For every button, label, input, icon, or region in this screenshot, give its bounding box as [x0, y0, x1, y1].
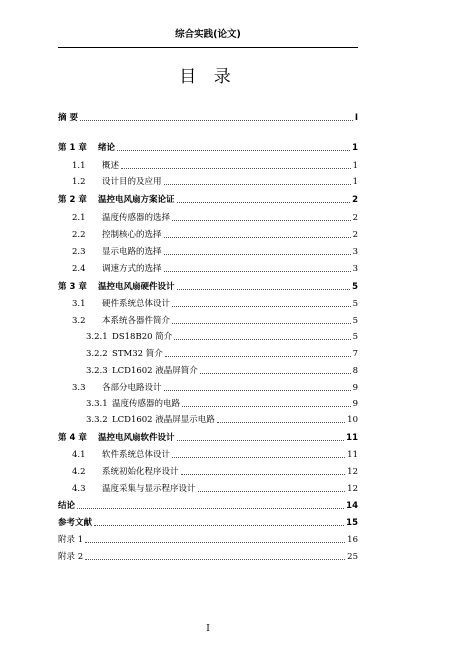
toc-entry[interactable]	[58, 364, 358, 377]
toc-entry-number: 3.2.1	[86, 332, 108, 342]
toc-entry-number: 4.3	[72, 484, 86, 494]
toc-entry[interactable]	[58, 262, 358, 275]
toc-leader-dots	[164, 390, 351, 391]
toc-entry-page: 9	[352, 383, 358, 393]
toc-entry[interactable]	[58, 297, 358, 310]
toc-entry[interactable]	[58, 516, 358, 529]
toc-leader-dots	[172, 323, 351, 324]
toc-entry-page: 5	[352, 332, 358, 342]
toc-entry-label: 调速方式的选择	[102, 264, 162, 274]
toc-entry-label: 本系统各器件简介	[102, 316, 171, 326]
toc-entry-page: 11	[347, 450, 358, 460]
toc-entry[interactable]	[58, 413, 358, 426]
toc-entry[interactable]	[58, 175, 358, 188]
toc-entry[interactable]	[58, 280, 358, 293]
toc-entry[interactable]	[58, 330, 358, 343]
toc-entry-page: 2	[352, 213, 358, 223]
toc-entry-number: 3.2.2	[86, 349, 108, 359]
toc-entry-label: 温度采集与显示程序设计	[102, 484, 196, 494]
toc-leader-dots	[182, 406, 351, 407]
toc-entry[interactable]	[58, 431, 358, 444]
toc-entry-page: 1	[352, 143, 358, 153]
toc-entry-page: 14	[346, 501, 358, 511]
toc-entry[interactable]	[58, 211, 358, 224]
toc-entry-page: 5	[352, 282, 358, 292]
toc-entry-label: 温度传感器的电路	[112, 399, 181, 409]
toc-entry-page: 12	[347, 484, 358, 494]
page-header: 综合实践(论文)	[175, 29, 241, 40]
toc-entry-page: 2	[352, 230, 358, 240]
toc-entry-label: 绪论	[98, 143, 116, 153]
toc-entry-label: 概述	[102, 161, 120, 171]
toc-entry[interactable]	[58, 111, 358, 124]
toc-leader-dots	[164, 184, 351, 185]
toc-leader-dots	[217, 422, 345, 423]
toc-entry-page: 7	[352, 349, 358, 359]
toc-entry-label: LCD1602 液晶屏简介	[112, 366, 198, 376]
toc-entry-page: 16	[347, 535, 358, 545]
toc-entry-label: 硬件系统总体设计	[102, 299, 171, 309]
toc-entry[interactable]	[58, 533, 358, 546]
toc-entry-number: 2.3	[72, 247, 86, 257]
toc-leader-dots	[85, 559, 345, 560]
toc-entry[interactable]	[58, 448, 358, 461]
toc-entry-number: 3.3.2	[86, 415, 108, 425]
toc-entry-number: 3.3	[72, 383, 86, 393]
toc-entry-label: 参考文献	[58, 518, 93, 528]
toc-entry-label: 各部分电路设计	[102, 383, 162, 393]
toc-entry[interactable]	[58, 499, 358, 512]
toc-entry[interactable]	[58, 193, 358, 206]
toc-entry-label: 温控电风扇方案论证	[98, 195, 175, 205]
toc-entry[interactable]	[58, 550, 358, 563]
toc-entry-page: 1	[352, 177, 358, 187]
toc-entry-page: 5	[352, 316, 358, 326]
toc-entry-number: 1.1	[72, 161, 86, 171]
toc-entry-number: 第 1 章	[58, 143, 87, 153]
toc-entry-page: 9	[352, 399, 358, 409]
toc-entry-label: 摘 要	[58, 113, 78, 123]
toc-entry-page: 2	[352, 195, 358, 205]
toc-entry-label: 结论	[58, 501, 76, 511]
toc-entry-number: 3.2.3	[86, 366, 108, 376]
toc-entry-number: 第 3 章	[58, 282, 87, 292]
toc-leader-dots	[181, 474, 346, 475]
toc-leader-dots	[85, 542, 345, 543]
toc-entry-label: STM32 简介	[112, 349, 163, 359]
toc-leader-dots	[172, 457, 345, 458]
toc-entry[interactable]	[58, 245, 358, 258]
toc-entry-number: 2.2	[72, 230, 86, 240]
toc-leader-dots	[177, 440, 345, 441]
toc-entry-number: 3.3.1	[86, 399, 108, 409]
toc-entry-page: I	[354, 113, 358, 123]
toc-entry-page: 5	[352, 299, 358, 309]
toc-entry[interactable]	[58, 347, 358, 360]
toc-leader-dots	[165, 356, 351, 357]
toc-leader-dots	[80, 120, 353, 121]
toc-leader-dots	[77, 508, 344, 509]
toc-leader-dots	[174, 339, 350, 340]
toc-entry-page: 11	[346, 433, 358, 443]
toc-entry-page: 10	[347, 415, 358, 425]
toc-entry-label: 系统初始化程序设计	[102, 467, 179, 477]
page-number: I	[206, 624, 210, 634]
toc-entry-number: 3.1	[72, 299, 86, 309]
toc-entry-label: 软件系统总体设计	[102, 450, 171, 460]
toc-entry-number: 3.2	[72, 316, 86, 326]
toc-entry-page: 12	[347, 467, 358, 477]
toc-leader-dots	[164, 237, 351, 238]
toc-entry-number: 第 4 章	[58, 433, 87, 443]
toc-leader-dots	[172, 306, 351, 307]
toc-entry-number: 1.2	[72, 177, 86, 187]
toc-leader-dots	[198, 491, 346, 492]
toc-entry-page: 15	[346, 518, 358, 528]
toc-entry-number: 2.4	[72, 264, 86, 274]
toc-entry-label: 温控电风扇硬件设计	[98, 282, 175, 292]
toc-leader-dots	[177, 202, 351, 203]
toc-entry-page: 8	[352, 366, 358, 376]
toc-entry[interactable]	[58, 381, 358, 394]
toc-entry-page: 1	[352, 161, 358, 171]
toc-entry-label: DS18B20 简介	[112, 332, 173, 342]
toc-entry[interactable]	[58, 159, 358, 172]
toc-entry[interactable]	[58, 228, 358, 241]
toc-entry-label: 显示电路的选择	[102, 247, 162, 257]
toc-entry-number: 2.1	[72, 213, 86, 223]
toc-entry[interactable]	[58, 141, 358, 154]
toc-entry-label: 温控电风扇软件设计	[98, 433, 175, 443]
toc-leader-dots	[200, 373, 351, 374]
toc-leader-dots	[172, 220, 351, 221]
toc-leader-dots	[117, 150, 350, 151]
toc-leader-dots	[164, 254, 351, 255]
toc-entry-page: 3	[352, 264, 358, 274]
toc-entry-label: LCD1602 液晶屏显示电路	[112, 415, 215, 425]
toc-title: 目 录	[179, 67, 237, 87]
toc-leader-dots	[177, 289, 351, 290]
toc-entry-label: 温度传感器的选择	[102, 213, 171, 223]
toc-leader-dots	[121, 168, 351, 169]
toc-entry[interactable]	[58, 397, 358, 410]
toc-entry[interactable]	[58, 482, 358, 495]
toc-entry[interactable]	[58, 465, 358, 478]
toc-entry-number: 4.2	[72, 467, 86, 477]
toc-entry-label: 控制核心的选择	[102, 230, 162, 240]
header-rule	[58, 47, 358, 48]
toc-entry-number: 第 2 章	[58, 195, 87, 205]
toc-entry-page: 25	[347, 552, 358, 562]
toc-entry-number: 4.1	[72, 450, 86, 460]
toc-entry-label: 附录 1	[58, 535, 84, 545]
toc-entry-page: 3	[352, 247, 358, 257]
toc-leader-dots	[94, 525, 344, 526]
toc-entry[interactable]	[58, 314, 358, 327]
toc-entry-label: 附录 2	[58, 552, 84, 562]
toc-leader-dots	[164, 271, 351, 272]
toc-entry-label: 设计目的及应用	[102, 177, 162, 187]
